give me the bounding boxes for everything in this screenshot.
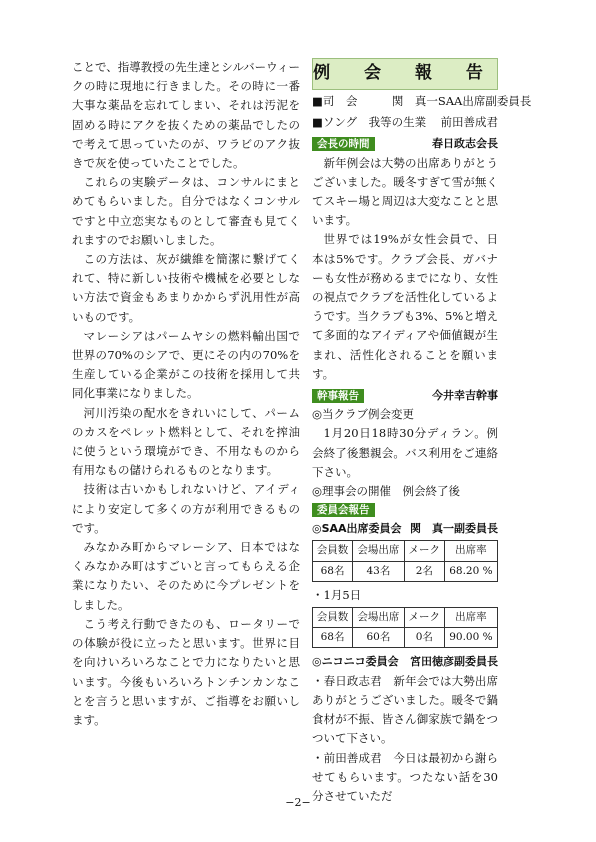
body-paragraph: この方法は、灰が繊維を簡潔に繋げてくれて、特に新しい技術や機械を必要としない方法で資金もあまりかからず汎用性が高いものです。 xyxy=(72,252,300,324)
secretary-line: ◎当クラブ例会変更 xyxy=(312,407,415,422)
attendance-table xyxy=(312,607,498,648)
president-time-tag: 会長の時間 xyxy=(312,137,375,151)
body-paragraph: こう考え行動できたのも、ロータリーでの体験が役に立ったと思います。世界に目を向けいろいろなことで力になりたいと思います。今後もいろいろトンチンカンなことを言うと思いますが、ご指導をお願いします。 xyxy=(72,616,300,727)
cell-attend: 60名 xyxy=(353,628,405,648)
committee-report-tag: 委員会報告 xyxy=(312,503,375,517)
secretary-header xyxy=(312,386,498,405)
committee-header xyxy=(312,503,498,517)
song-leader: 前田善成君 xyxy=(440,115,498,130)
president-name: 春日政志会長 xyxy=(432,137,498,151)
date-label: ・1月5日 xyxy=(312,587,362,602)
header-members: 会員数 xyxy=(313,608,353,628)
header-rate: 出席率 xyxy=(444,541,497,561)
page-number: −2− xyxy=(285,796,311,809)
president-paragraph: 新年例会は大勢の出席ありがとうございました。暖冬すぎて雪が無くてスキー場と周辺は大変なことと思います。 xyxy=(312,155,498,228)
header-attend: 会場出席 xyxy=(353,541,405,561)
emcee-line: ■司 会 関 真一SAA出席副委員長 xyxy=(312,94,532,108)
cell-members: 68名 xyxy=(313,561,353,581)
header-make: メーク xyxy=(404,541,444,561)
header-attend: 会場出席 xyxy=(353,608,405,628)
saa-header xyxy=(312,519,498,538)
niko-committee-title: ◎ニコニコ委員会 xyxy=(312,655,399,669)
meeting-report-banner: 例 会 報 告 xyxy=(312,58,498,90)
attendance-table xyxy=(312,540,498,581)
song-label: ■ソング 我等の生業 xyxy=(312,115,427,130)
secretary-line: ◎理事会の開催 例会終了後 xyxy=(312,484,461,499)
body-paragraph: みなかみ町からマレーシア、日本ではなくみなかみ町はすごいと言ってもらえる企業になりたい、そのために今プレゼントをしました。 xyxy=(72,540,300,612)
niko-item: ・春日政志君 新年会では大勢出席ありがとうございました。暖冬で鍋食材が不振、皆さん御家族で鍋をつついて下さい。 xyxy=(312,673,498,746)
left-column xyxy=(72,58,300,730)
cell-members: 68名 xyxy=(313,628,353,648)
president-paragraph: 世界では19%が女性会員で、日本は5%です。クラブ会長、ガバナーも女性が務めるまでになり、女性の視点でクラブを活性化しているようです。当クラブも3%、5%と増えて多面的なアイディアや価値観が生まれ、活性化されることを願います。 xyxy=(312,232,498,381)
header-rate: 出席率 xyxy=(444,608,497,628)
header-make: メーク xyxy=(404,608,444,628)
body-paragraph: マレーシアはパームヤシの燃料輸出国で世界の70%のシアで、更にその内の70%を生産している企業がこの技術を採用して共同化事業になりました。 xyxy=(72,328,300,401)
song-row xyxy=(312,113,498,132)
cell-rate: 68.20 % xyxy=(444,561,497,581)
body-paragraph: これらの実験データは、コンサルにまとめてもらいました。自分ではなくコンサルですと中立恋実なものとして審査も見てくれますのでお願いしました。 xyxy=(72,175,300,247)
body-paragraph: 河川汚染の配水をきれいにして、パームのカスをペレット燃料として、それを搾油に使うという環境ができ、不用なものから有用なもの儲けられるものとなります。 xyxy=(72,405,300,478)
niko-header xyxy=(312,652,498,671)
cell-rate: 90.00 % xyxy=(444,628,497,648)
saa-committee-title: ◎SAA出席委員会 xyxy=(312,522,402,536)
secretary-name: 今井幸吉幹事 xyxy=(432,389,498,403)
cell-make: 2名 xyxy=(404,561,444,581)
right-column xyxy=(312,58,532,806)
cell-attend: 43名 xyxy=(353,561,405,581)
header-members: 会員数 xyxy=(313,541,353,561)
niko-item: ・前田善成君 今日は最初から謝らせてもらいます。つたない話を30分させていただ xyxy=(312,750,498,803)
secretary-line: 1月20日18時30分ディラン。例会終了後懇親会。バス利用をご連絡下さい。 xyxy=(312,426,498,479)
cell-make: 0名 xyxy=(404,628,444,648)
secretary-report-tag: 幹事報告 xyxy=(312,389,364,403)
president-header xyxy=(312,134,498,153)
saa-committee-name: 関 真一副委員長 xyxy=(410,522,498,536)
body-paragraph: 技術は古いかもしれないけど、アイディにより安定して多くの方が利用できるものです。 xyxy=(72,482,300,535)
body-paragraph: ことで、指導教授の先生達とシルバーウィークの時に現地に行きました。その時に一番大事な薬品を忘れてしまい、それは汚泥を固める時にアクを抜くための薬品でしたので考えて思っていたのが、ワラビのアク抜きで灰を使っていたことでした。 xyxy=(72,60,300,171)
niko-committee-name: 宮田徳彦副委員長 xyxy=(410,655,498,669)
